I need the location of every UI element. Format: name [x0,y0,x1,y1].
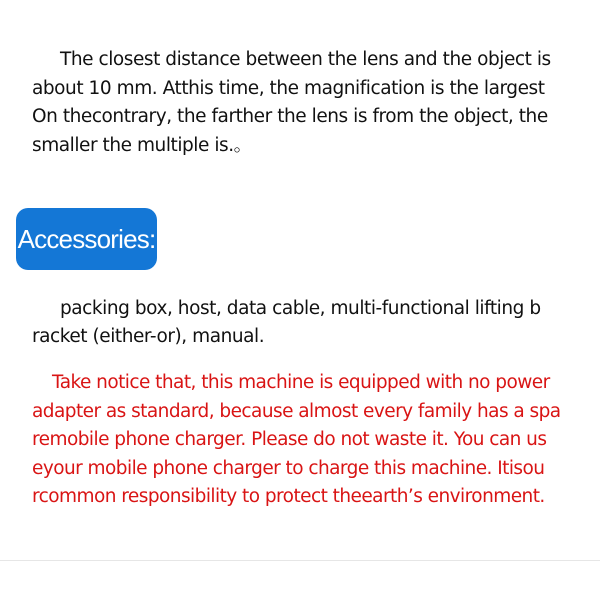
intro-line: smaller the multiple is.。 [32,134,252,156]
accessories-line: racket (either-or), manual. [32,326,265,347]
footer-divider [0,560,600,561]
intro-paragraph [32,46,577,160]
accessories-heading-badge: Accessories: [16,208,157,270]
notice-line: Take notice that, this machine is equipped with no power [52,372,550,393]
notice-paragraph [32,369,577,512]
intro-line: On thecontrary, the farther the lens is from the object, the [32,106,548,127]
notice-line: eyour mobile phone charger to charge this machine. Itisou [32,457,545,479]
notice-line: adapter as standard, because almost every family has a spa [32,400,561,422]
accessories-line: packing box, host, data cable, multi-functional lifting b [60,298,541,319]
notice-line: remobile phone charger. Please do not waste it. You can us [32,429,547,450]
intro-line: The closest distance between the lens and the object is [60,49,551,70]
notice-line: rcommon responsibility to protect theearth’s environment. [32,486,545,507]
intro-line: about 10 mm. Atthis time, the magnification is the largest [32,77,545,99]
accessories-paragraph [32,295,577,351]
